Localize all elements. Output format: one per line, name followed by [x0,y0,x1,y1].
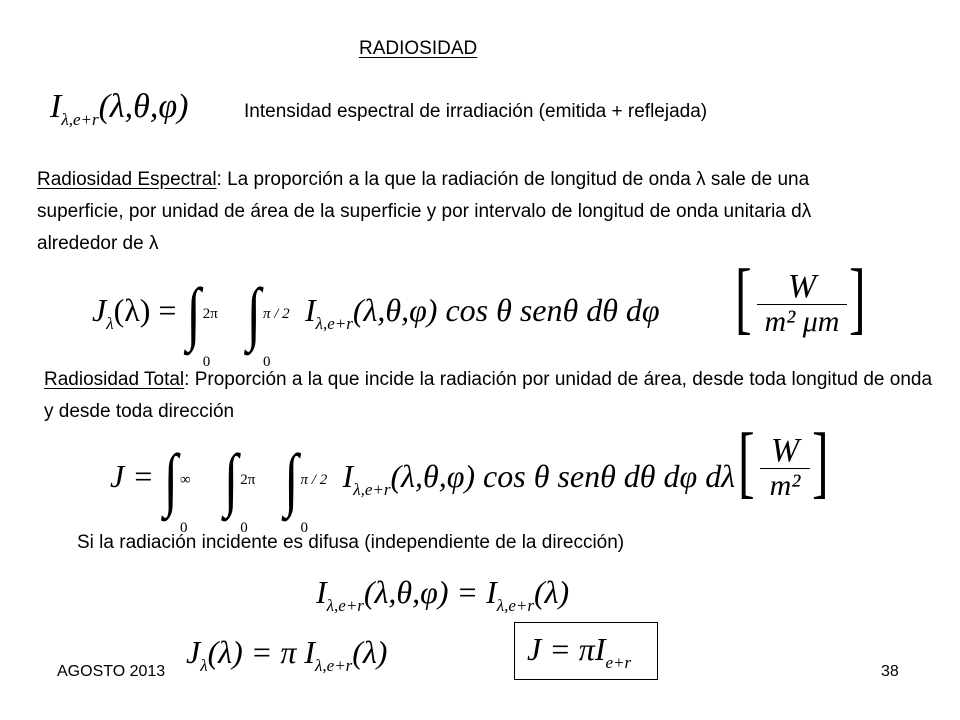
diffuse-equation-intensity: $I_{\lambda,e+r}(\lambda,\theta,\varphi) = I_{\lambda,e+r}(\lambda)$ [316,574,570,615]
spectral-units: [ W m² μm ] [735,252,866,342]
integral-sign: ∫ [186,275,201,353]
diffuse-equation-spectral: $J_\lambda(\lambda) = \pi$ $I_{\lambda,e+r}(\lambda)$ [186,634,388,675]
footer-date: AGOSTO 2013 [57,663,166,680]
total-units: [ W m² ] [738,416,829,506]
slide-title: RADIOSIDAD [359,38,478,59]
spectral-equation: $J_\lambda(\lambda)$ = ∫ 2π 0 ∫ π / 2 0 $I_{\lambda,e+r}(\lambda,\theta,\varphi)$ cos θ senθ dθ dφ [92,275,660,370]
integral-sign: ∫ [163,441,179,519]
spectral-term: Radiosidad Espectral [37,169,217,190]
boxed-result [514,622,658,680]
intensity-description: Intensidad espectral de irradiación (emitida + reflejada) [244,101,708,122]
diffuse-statement: Si la radiación incidente es difusa (independiente de la dirección) [77,532,625,553]
intensity-symbol: $I_{\lambda,e+r}(\lambda,\theta,\varphi)$ [50,88,189,129]
total-term: Radiosidad Total [44,369,185,390]
integral-sign: ∫ [246,275,261,353]
spectral-definition: Radiosidad Espectral: La proporción a la que la radiación de longitud de onda λ sale de una superficie, por unidad de área de la superficie y por intervalo de longitud de onda unitaria dλ alrededor de λ [37,169,812,254]
integral-sign: ∫ [284,441,299,519]
diffuse-equation-total: $J = \pi I_{e+r}$ [527,631,632,672]
integral-sign: ∫ [224,441,239,519]
page-number: 38 [881,663,899,680]
total-equation: J = ∫ ∞ 0 ∫ 2π 0 ∫ π / 2 0 $I_{\lambda,e+r}(\lambda,\theta,\varphi)$ cos θ senθ dθ dφ dλ [110,441,736,536]
total-definition: Radiosidad Total: Proporción a la que incide la radiación por unidad de área, desde toda longitud de onda y desde toda dirección [44,369,933,422]
